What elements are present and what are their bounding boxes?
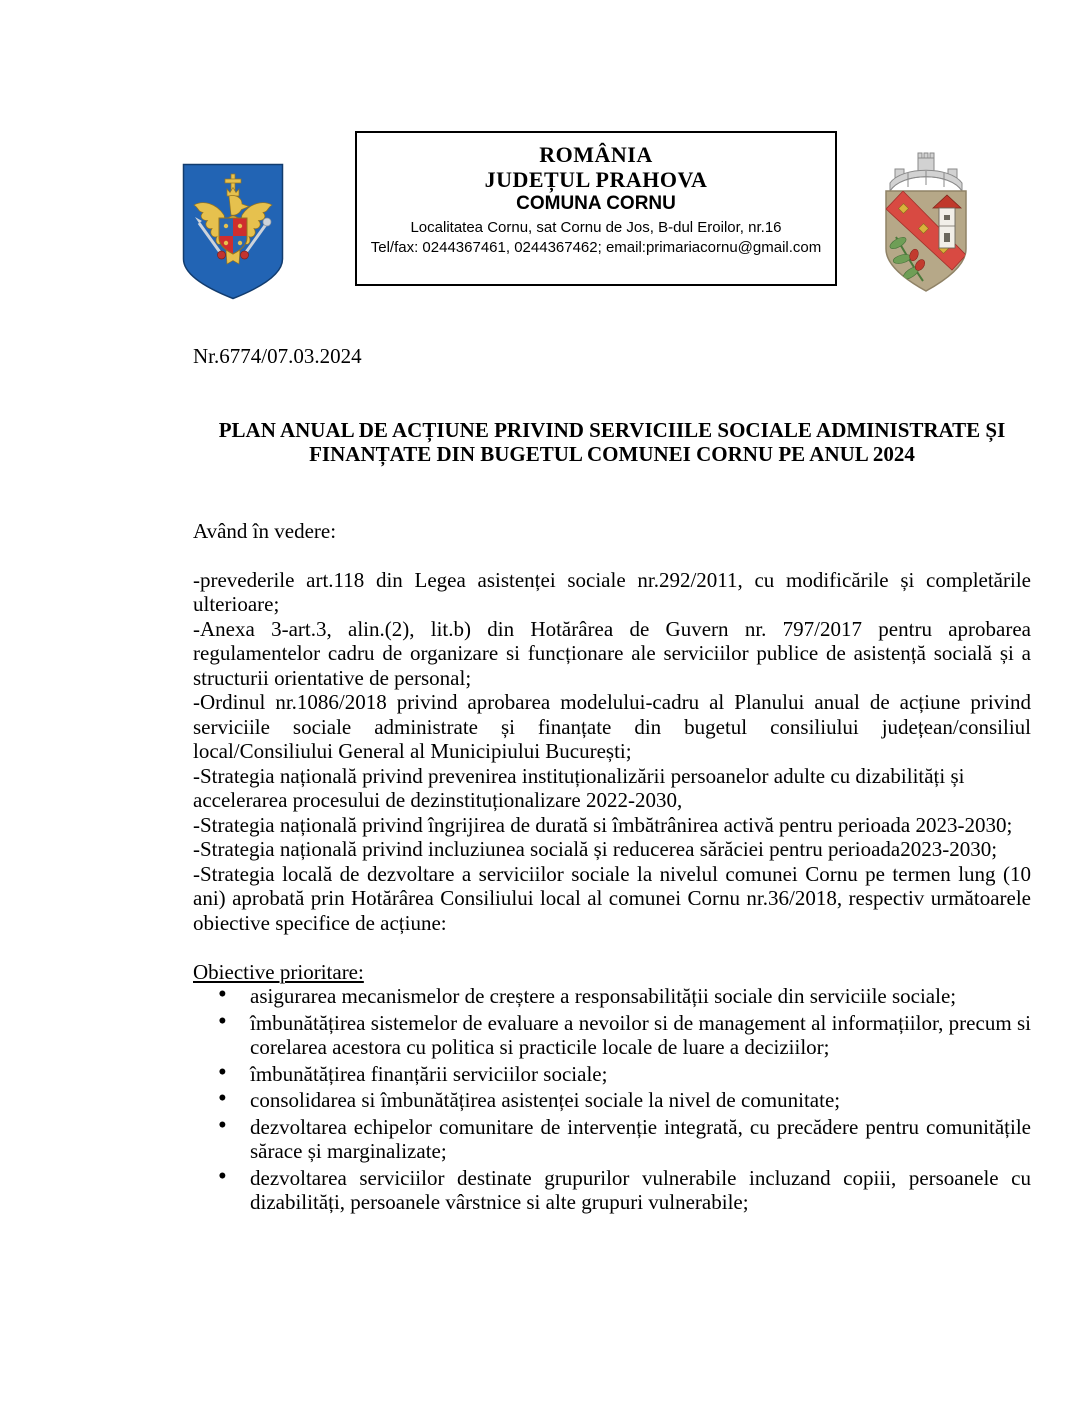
intro-line: Având în vedere: bbox=[193, 518, 337, 543]
legal-basis-paragraphs bbox=[193, 568, 1031, 936]
objective-item: • consolidarea si îmbunătățirea asistenței sociale la nivel de comunitate; bbox=[250, 1088, 1031, 1113]
legal-basis-paragraph: -Strategia locală de dezvoltare a serviciilor sociale la nivelul comunei Cornu pe termen lung (10 ani) aprobată prin Hotărârea Consiliului local al comunei Cornu nr.36/2018, respectiv următoarele obiective specifice de acțiune: bbox=[193, 861, 1031, 935]
contact-line: Tel/fax: 0244367461, 0244367462; email:primariacornu@gmail.com bbox=[370, 239, 822, 256]
commune-name: COMUNA CORNU bbox=[516, 193, 676, 214]
objective-item: • îmbunătățirea finanțării serviciilor sociale; bbox=[250, 1062, 1031, 1087]
document-title bbox=[193, 418, 1031, 467]
objectives-list bbox=[193, 984, 1031, 1215]
objectives-heading: Obiective prioritare: bbox=[193, 959, 364, 984]
legal-basis-paragraph: -Strategia națională privind prevenirea instituționalizării persoanelor adulte cu dizabilități și accelerarea procesului de dezinstituționalizare 2022-2030, bbox=[193, 763, 965, 812]
legal-basis-paragraph: -Anexa 3-art.3, alin.(2), lit.b) din Hotărârea de Guvern nr. 797/2017 pentru aprobarea regulamentelor cadru de organizare si funcționare ale serviciilor publice de asistență socială și a structurii orientative de personal; bbox=[193, 616, 1031, 690]
document-body bbox=[193, 344, 1031, 1217]
mural-crown-icon bbox=[890, 153, 962, 191]
objective-item: • asigurarea mecanismelor de creștere a responsabilității sociale din serviciile sociale; bbox=[250, 984, 1031, 1009]
county-name: JUDEȚUL PRAHOVA bbox=[484, 167, 708, 192]
legal-basis-paragraph: -Strategia națională privind incluziunea socială și reducerea sărăciei pentru perioada2023-2030; bbox=[193, 837, 998, 861]
legal-basis-paragraph: -Strategia națională privind îngrijirea de durată si îmbătrânirea activă pentru perioada 2023-2030; bbox=[193, 812, 1013, 837]
cornu-coat-of-arms-svg bbox=[878, 145, 974, 293]
document-title-line2: FINANȚATE DIN BUGETUL COMUNEI CORNU PE ANUL 2024 bbox=[309, 442, 915, 466]
objective-item: • dezvoltarea serviciilor destinate grupurilor vulnerabile incluzand copiii, persoanele cu dizabilități, persoanele vârstnice si alte grupuri vulnerabile; bbox=[250, 1166, 1031, 1215]
romania-coat-of-arms-icon bbox=[182, 163, 284, 300]
romania-coat-of-arms-svg bbox=[182, 163, 284, 300]
objective-item: • îmbunătățirea sistemelor de evaluare a nevoilor si de management al informațiilor, precum si corelarea acestora cu politica si practicile locale de luare a deciziilor; bbox=[250, 1011, 1031, 1060]
legal-basis-paragraph: -Ordinul nr.1086/2018 privind aprobarea modelului-cadru al Planului anual de acțiune privind serviciile sociale administrate și finanțate din bugetul consiliului județean/consiliul local/Consiliului General al Municipiului București; bbox=[193, 690, 1031, 763]
country-name: ROMÂNIA bbox=[539, 142, 653, 167]
reference-number: Nr.6774/07.03.2024 bbox=[193, 344, 362, 368]
address-line: Localitatea Cornu, sat Cornu de Jos, B-dul Eroilor, nr.16 bbox=[410, 219, 782, 236]
cornu-coat-of-arms-icon bbox=[878, 145, 974, 293]
letterhead-box bbox=[355, 131, 837, 286]
document-title-line1: PLAN ANUAL DE ACȚIUNE PRIVIND SERVICIILE SOCIALE ADMINISTRATE ȘI bbox=[218, 417, 1006, 442]
legal-basis-paragraph: -prevederile art.118 din Legea asistenței sociale nr.292/2011, cu modificările și completările ulterioare; bbox=[193, 567, 1031, 616]
objective-item: • dezvoltarea echipelor comunitare de intervenție integrată, cu precădere pentru comunitățile sărace și marginalizate; bbox=[250, 1115, 1031, 1164]
